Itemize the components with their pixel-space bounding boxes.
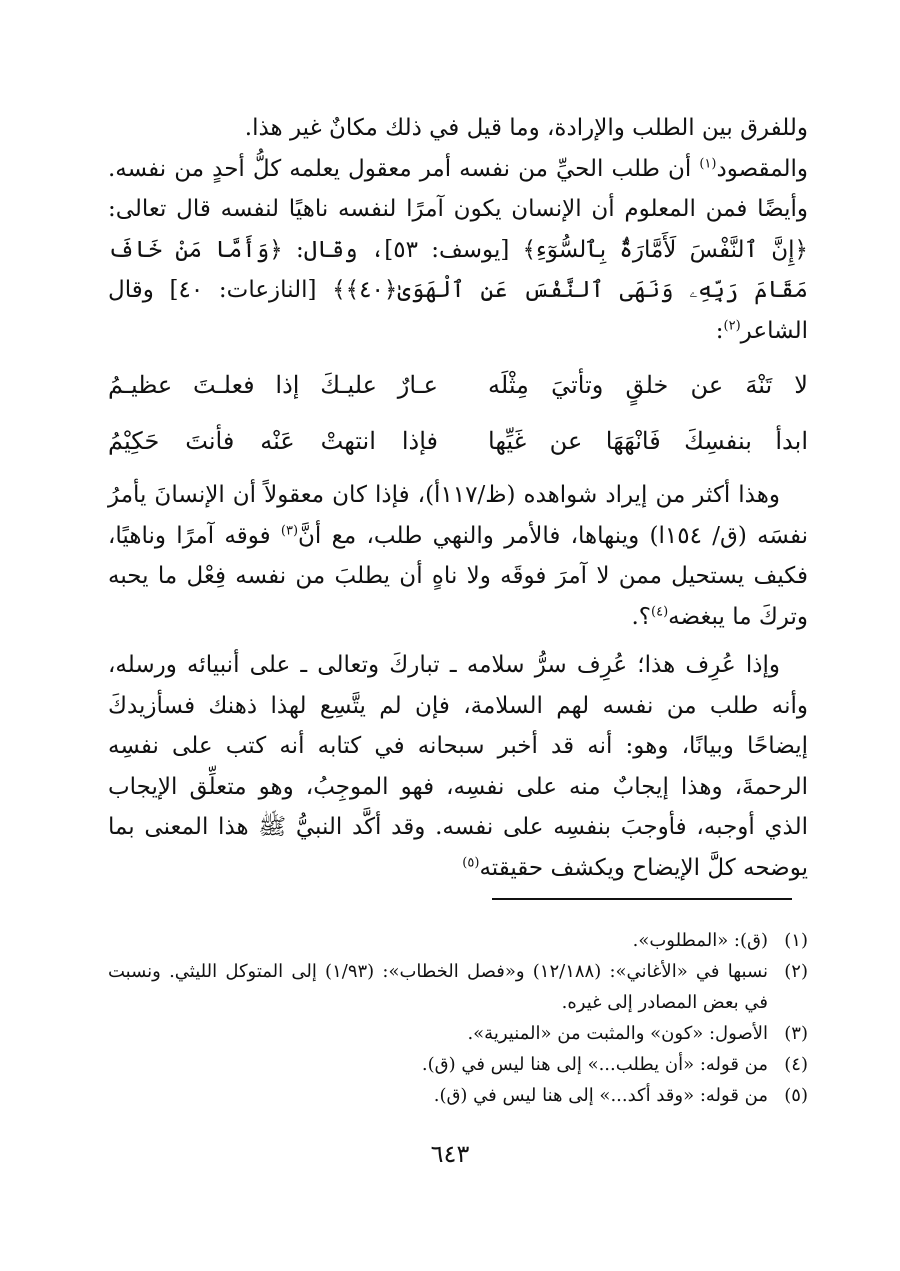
paragraph-1-line-1: وللفرق بين الطلب والإرادة، وما قيل في ذلك مكانٌ غير هذا.: [244, 115, 808, 141]
footnote-text: الأصول: «كون» والمثبت من «المنيرية».: [467, 1023, 768, 1044]
paragraph-1-body: أن طلب الحيِّ من نفسه أمر معقول يعلمه كلُّ أحدٍ من نفسه. وأيضًا فمن المعلوم أن الإنسان يكون آمرًا لنفسه ناهيًا لنفسه قال تعالى: ﴿إِنَّ ٱلنَّفْسَ لَأَمَّارَةٌۢ بِٱلسُّوٓءِ﴾ [يوسف: ٥٣]، وقال: ﴿وَأَمَّا مَنْ خَافَ مَقَامَ رَبِّهِۦ وَنَهَى ٱلنَّفْسَ عَنِ ٱلْهَوَىٰ﴿٤٠﴾﴾ [النازعات: ٤٠] وقال الشاعر: [108, 155, 809, 344]
footnote-number: (١): [784, 930, 808, 951]
footnote-1: [108, 925, 808, 956]
paragraph-1: [108, 108, 808, 351]
footnotes: [108, 925, 808, 1111]
paragraph-3: [108, 645, 808, 888]
footnote-5: [108, 1080, 808, 1111]
footnote-ref-3[interactable]: (٣): [280, 522, 299, 538]
verse-1-first-hemistich: لا تَنْهَ عن خلقٍ وتأتيَ مِثْلَه: [488, 370, 808, 399]
paragraph-3-text: وإذا عُرِف هذا؛ عُرِف سرُّ سلامه ـ تباركَ وتعالى ـ على أنبيائه ورسله، وأنه طلب من نفسه لهم السلامة، فإن لم يتَّسِع لهذا ذهنك فسأزيدكَ إيضاحًا وبيانًا، وهو: أنه قد أخبر سبحانه في كتابه أنه كتب على نفسِه الرحمةَ، وهذا إيجابٌ منه على نفسِه، فهو الموجِبُ، وهو متعلِّق الإيجاب الذي أوجبه، فأوجبَ بنفسِه على نفسه. وقد أكَّد النبيُّ ﷺ هذا المعنى بما يوضحه كلَّ الإيضاح ويكشف حقيقته: [108, 652, 808, 881]
footnote-text: من قوله: «أن يطلب...» إلى هنا ليس في (ق).: [421, 1054, 768, 1075]
footnote-number: (٤): [784, 1054, 808, 1075]
footnote-text: نسبها في «الأغاني»: (١٢/١٨٨) و«فصل الخطاب»: (١/٩٣) إلى المتوكل الليثي. ونسبت في بعض المصادر إلى غيره.: [108, 961, 769, 1013]
paragraph-2-part-a: وهذا أكثر من إيراد شواهده (ظ/١١٧أ)، فإذا كان معقولاً أن الإنسانَ يأمرُ نفسَه (ق/ ١٥٤ا) وينهاها، فالأمر والنهي طلب، مع أنَّ: [108, 482, 808, 549]
footnote-text: (ق): «المطلوب».: [632, 930, 768, 951]
footnote-2: [108, 956, 808, 1018]
paragraph-gap: [108, 637, 808, 645]
verse-line-1: [108, 357, 808, 413]
footnote-ref-2[interactable]: (٢): [723, 317, 741, 333]
footnote-number: (٣): [784, 1023, 808, 1044]
footnote-3: [108, 1018, 808, 1049]
verse-2-first-hemistich: ابدأ بنفسِكَ فَانْهَهَا عن غَيِّها: [488, 426, 808, 455]
footnote-number: (٥): [784, 1085, 808, 1106]
footnote-ref-4[interactable]: (٤): [651, 603, 669, 619]
poetry-verse: [108, 357, 808, 469]
footnote-separator: [492, 898, 792, 900]
paragraph-2: [108, 475, 808, 637]
verse-2-second-hemistich: فإذا انتهتْ عَنْه فأنتَ حَكِيْمُ: [108, 426, 438, 455]
paragraph-1-intro: والمقصود: [716, 155, 808, 182]
footnote-number: (٢): [784, 961, 808, 982]
main-text: [108, 108, 808, 888]
footnote-text: من قوله: «وقد أكد...» إلى هنا ليس في (ق).: [433, 1085, 768, 1106]
verse-line-2: [108, 413, 808, 469]
footnote-ref-5[interactable]: (٥): [462, 854, 480, 870]
footnote-4: [108, 1049, 808, 1080]
paragraph-2-end: ؟.: [631, 603, 652, 630]
paragraph-1-colon: :: [715, 317, 724, 344]
verse-1-second-hemistich: عـارٌ عليـكَ إذا فعلـتَ عظيـمُ: [108, 370, 438, 399]
footnote-ref-1[interactable]: (١): [699, 155, 717, 171]
paragraph-2-part-b: فوقه آمرًا وناهيًا، فكيف يستحيل ممن لا آمرَ فوقَه ولا ناهٍ أن يطلبَ من نفسه فِعْل ما يحبه وتركَ ما يبغضه: [108, 522, 808, 630]
page-number: ٦٤٣: [430, 1140, 470, 1168]
